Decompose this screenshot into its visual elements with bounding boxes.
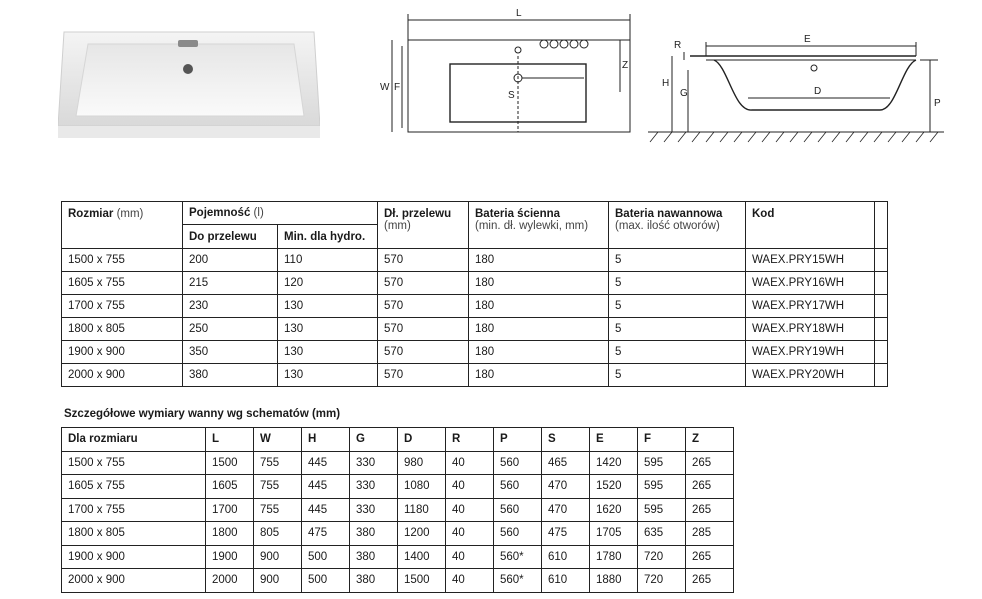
table-edge: [875, 249, 888, 272]
cell-capacity-overflow: 350: [183, 341, 278, 364]
header-size: Rozmiar (mm): [62, 202, 183, 249]
table-edge: [875, 272, 888, 295]
dim-label-p: P: [934, 98, 941, 109]
table-row: [62, 522, 734, 546]
table-edge: [875, 295, 888, 318]
cell: 595: [638, 498, 686, 522]
cell: 900: [254, 545, 302, 569]
cell-deck-tap: 5: [609, 318, 746, 341]
header-d: D: [398, 428, 446, 452]
table-edge: [875, 202, 888, 249]
cell: 465: [542, 451, 590, 475]
cell: 445: [302, 451, 350, 475]
cell-capacity-hydro: 130: [278, 295, 378, 318]
header-to-overflow: Do przelewu: [183, 225, 278, 249]
cell: 470: [542, 498, 590, 522]
cell-overflow-length: 570: [378, 341, 469, 364]
cell-deck-tap: 5: [609, 295, 746, 318]
cell-capacity-overflow: 380: [183, 364, 278, 387]
cell: 1605: [206, 475, 254, 499]
cell: 1880: [590, 569, 638, 593]
table-row: [62, 498, 734, 522]
cell: 560: [494, 522, 542, 546]
cell: 720: [638, 545, 686, 569]
cell: 720: [638, 569, 686, 593]
cell: 40: [446, 522, 494, 546]
cell-deck-tap: 5: [609, 364, 746, 387]
cell: 285: [686, 522, 734, 546]
cell: 1900: [206, 545, 254, 569]
cell: 980: [398, 451, 446, 475]
header-g: G: [350, 428, 398, 452]
cell: 265: [686, 569, 734, 593]
table-row: [62, 272, 888, 295]
cell: 755: [254, 475, 302, 499]
cell: 1200: [398, 522, 446, 546]
cell-capacity-overflow: 200: [183, 249, 278, 272]
cell: 560*: [494, 569, 542, 593]
cell-overflow-length: 570: [378, 318, 469, 341]
cell: 1605 x 755: [62, 475, 206, 499]
cell: 2000: [206, 569, 254, 593]
cell: 445: [302, 498, 350, 522]
cell: 635: [638, 522, 686, 546]
cell: 40: [446, 545, 494, 569]
cell-capacity-hydro: 120: [278, 272, 378, 295]
dim-label-z: Z: [622, 60, 629, 71]
table-row: [62, 295, 888, 318]
cell-size: 2000 x 900: [62, 364, 183, 387]
cell: 475: [542, 522, 590, 546]
cell: 1080: [398, 475, 446, 499]
header-code: Kod: [746, 202, 875, 249]
dim-label-g: G: [680, 88, 688, 99]
header-h: H: [302, 428, 350, 452]
table-row: [62, 451, 734, 475]
cell-wall-tap: 180: [469, 364, 609, 387]
cell-deck-tap: 5: [609, 341, 746, 364]
dim-label-w: W: [380, 82, 390, 93]
table-edge: [875, 341, 888, 364]
cell-code: WAEX.PRY15WH: [746, 249, 875, 272]
product-table: [61, 201, 888, 387]
table-row: [62, 545, 734, 569]
dimensions-caption: Szczegółowe wymiary wanny wg schematów (mm): [64, 408, 341, 420]
cell-code: WAEX.PRY17WH: [746, 295, 875, 318]
cell: 265: [686, 475, 734, 499]
cell-deck-tap: 5: [609, 249, 746, 272]
cell-wall-tap: 180: [469, 341, 609, 364]
cell-capacity-overflow: 230: [183, 295, 278, 318]
cell-size: 1605 x 755: [62, 272, 183, 295]
cell: 1400: [398, 545, 446, 569]
cell-wall-tap: 180: [469, 272, 609, 295]
cell: 595: [638, 475, 686, 499]
dim-label-h: H: [662, 78, 670, 89]
header-e: E: [590, 428, 638, 452]
cell: 560: [494, 475, 542, 499]
dim-label-d: D: [814, 86, 822, 97]
cell: 330: [350, 475, 398, 499]
cell: 755: [254, 498, 302, 522]
side-view-diagram: [644, 26, 948, 144]
cell: 40: [446, 475, 494, 499]
cell: 265: [686, 498, 734, 522]
cell: 1180: [398, 498, 446, 522]
cell: 560: [494, 451, 542, 475]
header-w: W: [254, 428, 302, 452]
cell: 330: [350, 498, 398, 522]
dim-label-f: F: [394, 82, 401, 93]
header-capacity: Pojemność (l): [183, 202, 378, 225]
top-view-diagram: [378, 4, 636, 152]
cell-code: WAEX.PRY19WH: [746, 341, 875, 364]
cell-overflow-length: 570: [378, 295, 469, 318]
cell-capacity-hydro: 130: [278, 341, 378, 364]
cell: 900: [254, 569, 302, 593]
cell: 380: [350, 545, 398, 569]
cell: 1780: [590, 545, 638, 569]
header-l: L: [206, 428, 254, 452]
cell-size: 1900 x 900: [62, 341, 183, 364]
header-deck-tap: Bateria nawannowa (max. ilość otworów): [609, 202, 746, 249]
cell: 265: [686, 451, 734, 475]
cell-capacity-overflow: 250: [183, 318, 278, 341]
dim-label-l: L: [516, 8, 522, 19]
cell-overflow-length: 570: [378, 249, 469, 272]
cell-code: WAEX.PRY16WH: [746, 272, 875, 295]
cell: 1700 x 755: [62, 498, 206, 522]
table-row: [62, 249, 888, 272]
header-r: R: [446, 428, 494, 452]
header-for-size: Dla rozmiaru: [62, 428, 206, 452]
cell: 805: [254, 522, 302, 546]
table-header-row: [62, 202, 888, 225]
cell: 1520: [590, 475, 638, 499]
cell: 500: [302, 545, 350, 569]
cell-capacity-hydro: 130: [278, 318, 378, 341]
cell: 40: [446, 498, 494, 522]
cell: 1700: [206, 498, 254, 522]
cell: 595: [638, 451, 686, 475]
cell: 475: [302, 522, 350, 546]
cell-code: WAEX.PRY20WH: [746, 364, 875, 387]
cell: 1500: [398, 569, 446, 593]
table-row: [62, 569, 734, 593]
cell-wall-tap: 180: [469, 249, 609, 272]
cell: 1420: [590, 451, 638, 475]
header-f: F: [638, 428, 686, 452]
cell-size: 1800 x 805: [62, 318, 183, 341]
cell: 470: [542, 475, 590, 499]
table-row: [62, 364, 888, 387]
bathtub-photo: [58, 30, 320, 138]
cell: 2000 x 900: [62, 569, 206, 593]
cell-capacity-overflow: 215: [183, 272, 278, 295]
header-p: P: [494, 428, 542, 452]
header-z: Z: [686, 428, 734, 452]
cell: 1800 x 805: [62, 522, 206, 546]
table-edge: [875, 364, 888, 387]
header-overflow-length: Dł. przelewu (mm): [378, 202, 469, 249]
cell: 380: [350, 569, 398, 593]
dim-label-e: E: [804, 34, 811, 45]
cell: 265: [686, 545, 734, 569]
dimensions-header-row: [62, 428, 734, 452]
dimensions-table: [61, 427, 734, 593]
cell: 330: [350, 451, 398, 475]
cell: 40: [446, 569, 494, 593]
cell: 1705: [590, 522, 638, 546]
cell: 445: [302, 475, 350, 499]
header-wall-tap: Bateria ścienna (min. dł. wylewki, mm): [469, 202, 609, 249]
cell: 1500: [206, 451, 254, 475]
cell-overflow-length: 570: [378, 364, 469, 387]
cell: 560: [494, 498, 542, 522]
cell-overflow-length: 570: [378, 272, 469, 295]
cell: 755: [254, 451, 302, 475]
dim-label-s: S: [508, 90, 515, 101]
cell: 1500 x 755: [62, 451, 206, 475]
cell: 1900 x 900: [62, 545, 206, 569]
cell: 560*: [494, 545, 542, 569]
cell-size: 1700 x 755: [62, 295, 183, 318]
cell-capacity-hydro: 130: [278, 364, 378, 387]
cell: 610: [542, 545, 590, 569]
cell: 1800: [206, 522, 254, 546]
cell-capacity-hydro: 110: [278, 249, 378, 272]
cell-deck-tap: 5: [609, 272, 746, 295]
cell: 500: [302, 569, 350, 593]
header-s: S: [542, 428, 590, 452]
cell: 1620: [590, 498, 638, 522]
cell: 380: [350, 522, 398, 546]
header-min-hydro: Min. dla hydro.: [278, 225, 378, 249]
table-row: [62, 341, 888, 364]
dim-label-r: R: [674, 40, 682, 51]
table-edge: [875, 318, 888, 341]
cell-wall-tap: 180: [469, 295, 609, 318]
cell: 40: [446, 451, 494, 475]
table-row: [62, 318, 888, 341]
cell-code: WAEX.PRY18WH: [746, 318, 875, 341]
cell-size: 1500 x 755: [62, 249, 183, 272]
cell: 610: [542, 569, 590, 593]
table-row: [62, 475, 734, 499]
cell-wall-tap: 180: [469, 318, 609, 341]
